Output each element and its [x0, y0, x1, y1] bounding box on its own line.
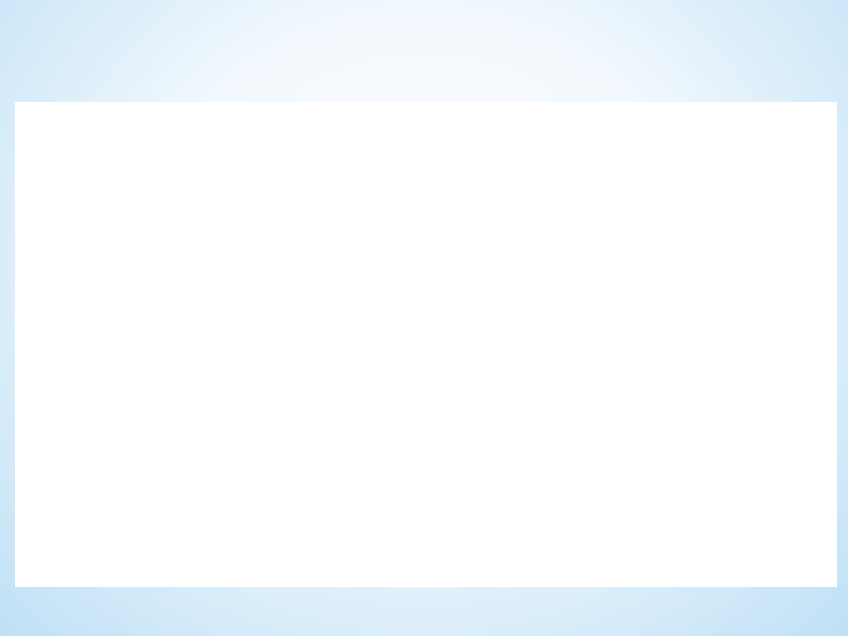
- periodic-table: [15, 102, 837, 587]
- group-number-row: [15, 102, 837, 160]
